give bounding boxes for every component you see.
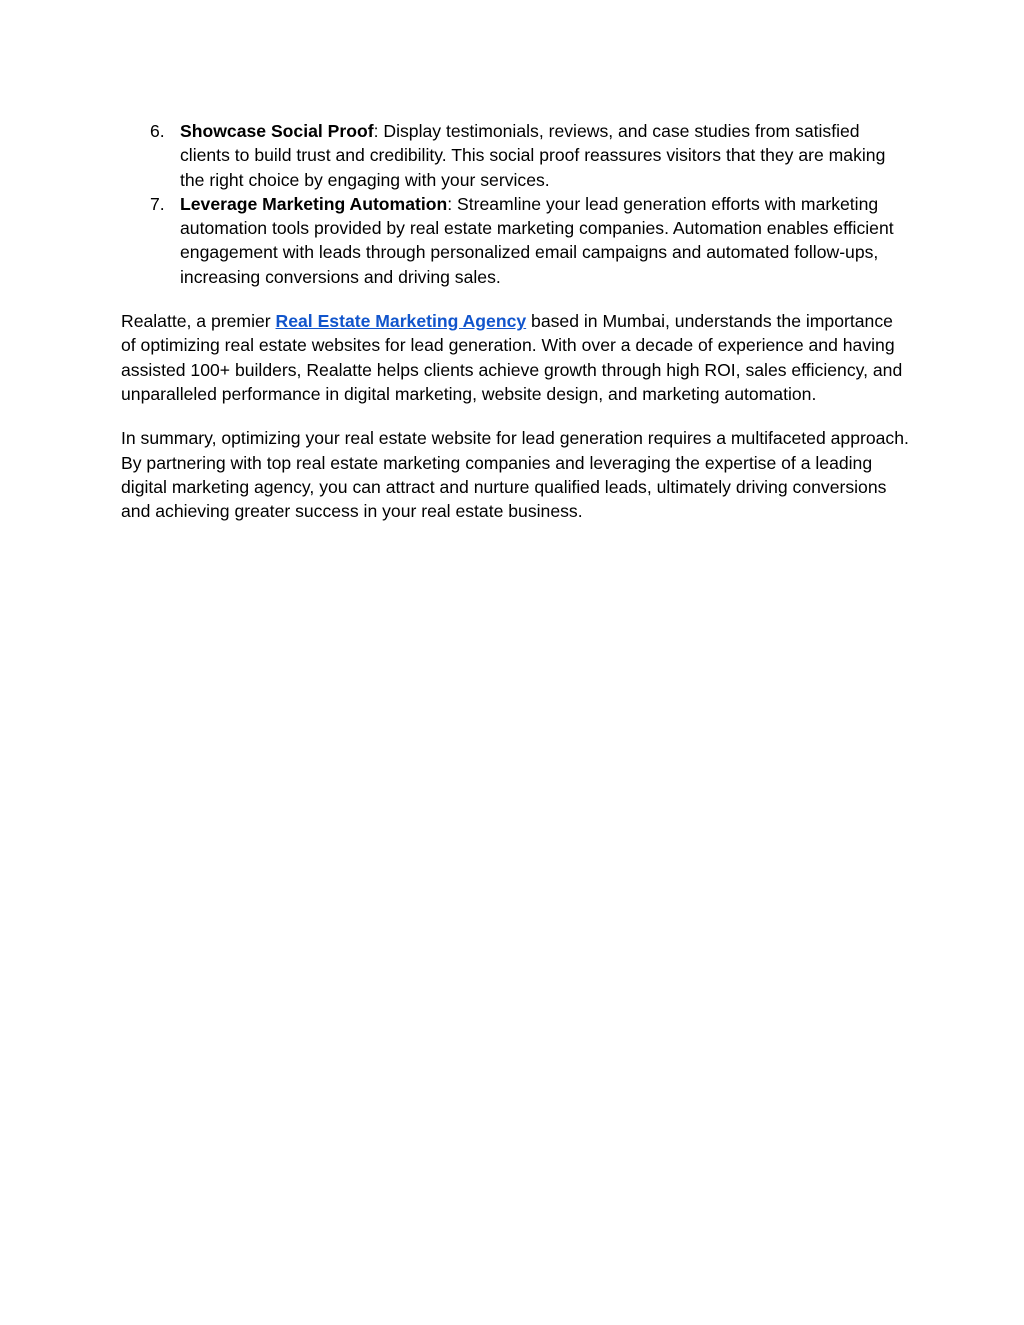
list-item-title: Showcase Social Proof <box>180 121 374 141</box>
list-item-marketing-automation <box>121 192 911 289</box>
numbered-list <box>121 119 911 289</box>
paragraph-summary: In summary, optimizing your real estate website for lead generation requires a multifaceted approach. By partnering with top real estate marketing companies and leveraging the expertise of a leading digital marketing agency, you can attract and nurture qualified leads, ultimately driving conversions and achieving greater success in your real estate business. <box>121 428 909 522</box>
list-item-number: 7. <box>150 193 165 214</box>
list-item-text: : Streamline your lead generation efforts with marketing automation tools provided by real estate marketing companies. Automation enables efficient engagement with leads through personalized email campaigns and automated follow-ups, increasing conversions and driving sales. <box>180 193 894 287</box>
document-content <box>121 119 911 523</box>
paragraph-text-before-link: Realatte, a premier <box>121 311 276 332</box>
real-estate-marketing-agency-link[interactable]: Real Estate Marketing Agency <box>275 311 527 332</box>
paragraph-text-after-link: based in Mumbai, understands the importance of optimizing real estate websites for lead generation. With over a decade of experience and having assisted 100+ builders, Realatte helps clients achieve growth through high ROI, sales efficiency, and unparalleled performance in digital marketing, website design, and marketing automation. <box>121 311 903 404</box>
list-item-social-proof <box>121 119 911 192</box>
list-item-title: Leverage Marketing Automation <box>180 193 448 214</box>
list-item-number: 6. <box>150 121 165 141</box>
paragraph-realatte <box>121 309 911 406</box>
list-item-text: : Display testimonials, reviews, and case studies from satisfied clients to build trust and credibility. This social proof reassures visitors that they are making the right choice by engaging with your services. <box>180 121 886 190</box>
